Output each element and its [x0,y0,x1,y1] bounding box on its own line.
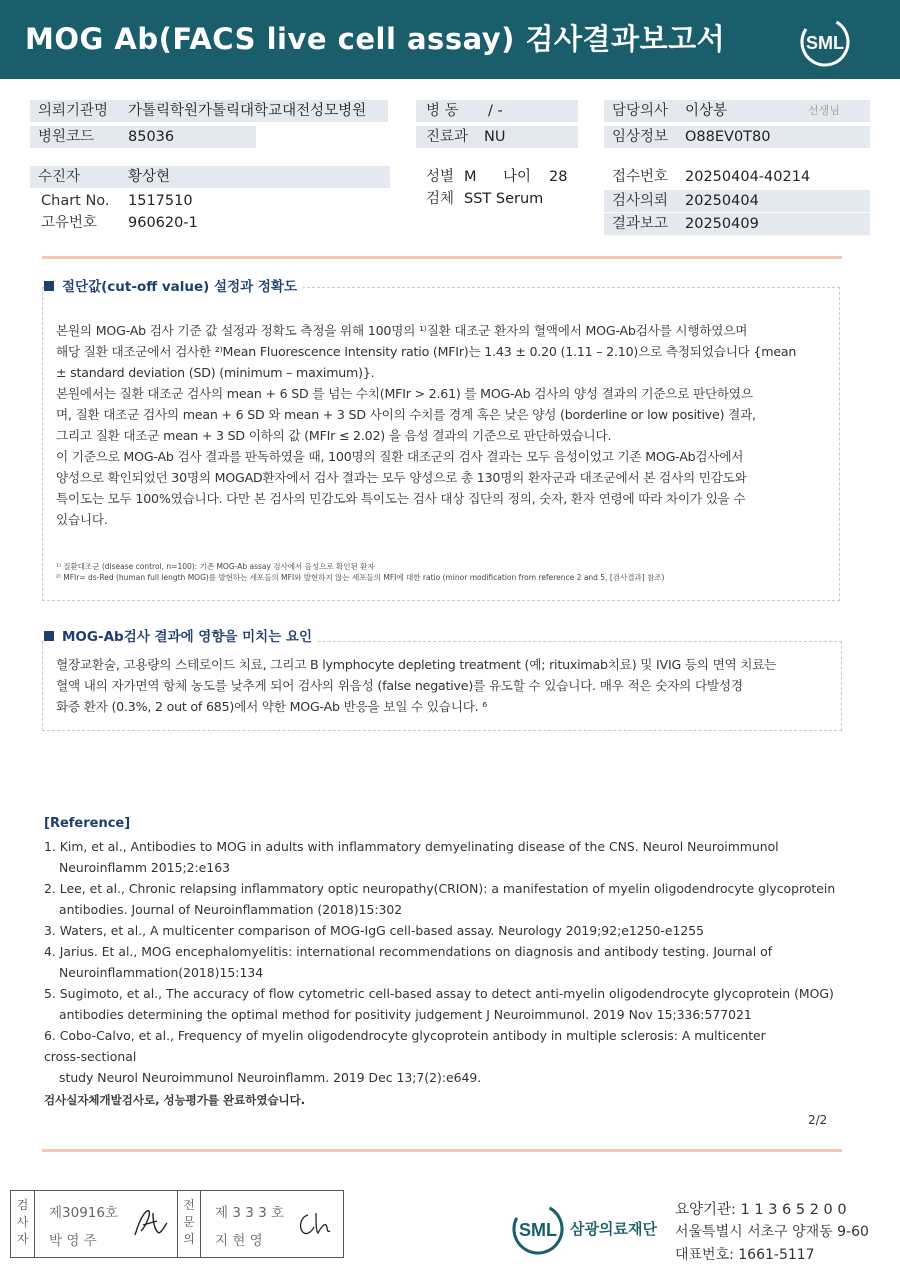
report-date-field [604,213,870,235]
footnotes [56,561,664,583]
unique-id-value: 960620-1 [128,215,198,231]
hospital-code-value: 85036 [128,129,175,145]
age-label: 나이 [503,169,532,185]
reference-item: Neuroinflammation(2018)15:134 [59,965,264,980]
request-date-label: 검사의뢰 [612,193,669,209]
sml-logo-icon [796,13,854,71]
examiner-label: 검 사 자 [11,1191,35,1257]
foundation-name: 삼광의료재단 [570,1220,657,1238]
top-divider [42,256,842,259]
validation-note: 검사실자체개발검사로, 성능평가를 완료하였습니다. [44,1093,306,1107]
specialist-label: 전 문 의 [177,1191,201,1257]
reference-list [44,836,834,1088]
reference-item: antibodies determining the optimal method for positivity judgement J Neuroimmunol. 2019 Nov 15;336:577021 [59,1007,752,1022]
reference-item: 4. Jarius. Et al., MOG encephalomyelitis: international recommendations on diagnosis and antibody testing. Journal of [44,944,773,959]
signature-box [10,1190,344,1258]
phone-number: 대표번호: 1661-5117 [675,1247,815,1263]
doctor-value: 이상봉 [685,103,728,119]
report-date-value: 20250409 [685,216,759,232]
factors-body-text [56,654,828,717]
clinical-field [604,126,870,148]
specimen-label: 검체 [426,191,455,207]
reference-item: cross-sectional [44,1049,137,1064]
request-date-field [604,190,870,212]
specimen-value: SST Serum [464,191,544,207]
cutoff-line: 이 기준으로 MOG-Ab 검사 결과를 판독하였을 때, 100명의 질환 대조군의 검사 결과는 모두 음성이었고 기존 MOG-Ab검사에서 [56,449,744,464]
reference-item: 3. Waters, et al., A multicenter comparison of MOG-IgG cell-based assay. Neurology 2019;92;e1250-e1255 [44,923,705,938]
patient-name-value: 황상현 [128,169,171,185]
page-number: 2/2 [808,1113,828,1127]
cutoff-line: 특이도는 모두 100%였습니다. 다만 본 검사의 민감도와 특이도는 검사 대상 집단의 정의, 숫자, 환자 연령에 따라 차이가 있을 수 [56,491,746,506]
cutoff-section-heading [44,277,303,297]
receipt-field [604,166,870,188]
cutoff-line: 본원에서는 질환 대조군 검사의 mean + 6 SD 를 넘는 수치(MFIr > 2.61) 를 MOG-Ab 검사의 양성 결과의 기준으로 판단하였으 [56,386,753,401]
footnote-1: ¹⁾ 질환대조군 (disease control, n=100): 기존 MOG-Ab assay 검사에서 음성으로 확인된 환자 [56,562,375,571]
factors-line: 화증 환자 (0.3%, 2 out of 685)에서 약한 MOG-Ab 반응을 보일 수 있습니다. ⁶ [56,699,488,714]
hospital-code-label: 병원코드 [38,129,95,145]
clinical-label: 임상정보 [612,129,669,145]
examiner-name: 박 영 주 [49,1233,97,1249]
factors-section-heading [44,627,318,647]
reference-item: 6. Cobo-Calvo, et al., Frequency of myelin oligodendrocyte glycoprotein antibody in multiple sclerosis: A multicenter [44,1028,766,1043]
institution-field [30,100,388,122]
specimen-field [416,188,586,210]
reference-item: antibodies. Journal of Neuroinflammation (2018)15:302 [59,902,403,917]
bullet-square-icon [44,281,54,291]
factors-line: 혈장교환술, 고용량의 스테로이드 치료, 그리고 B lymphocyte depleting treatment (예; rituximab치료) 및 IVIG 등의 면역 치료는 [56,657,777,672]
sex-value: M [464,169,477,185]
report-title: MOG Ab(FACS live cell assay) 검사결과보고서 [25,22,726,56]
cutoff-body-text [56,320,828,530]
specialist-name: 지 현 영 [215,1233,263,1249]
report-date-label: 결과보고 [612,216,669,232]
chart-no-field [30,190,260,212]
chart-no-label: Chart No. [41,193,110,209]
ward-value: / - [488,103,503,119]
specialist-number: 제 3 3 3 호 [215,1205,285,1221]
cutoff-line: 있습니다. [56,512,108,527]
reference-heading: [Reference] [44,816,131,831]
reference-item: 2. Lee, et al., Chronic relapsing inflammatory optic neuropathy(CRION): a manifestation of myelin oligodendrocyte glycoprotein [44,881,836,896]
receipt-label: 접수번호 [612,169,669,185]
ward-label: 병 동 [426,103,459,119]
ward-field [416,100,578,122]
patient-name-field [30,166,390,188]
department-label: 진료과 [426,129,469,145]
cutoff-heading-text: 절단값(cut-off value) 설정과 정확도 [62,279,297,295]
svg-text:SML: SML [806,33,844,53]
specialist-signature [294,1209,334,1239]
department-field [416,126,578,148]
unique-id-label: 고유번호 [41,215,98,231]
department-value: NU [484,129,506,145]
cutoff-line: 양성으로 확인되었던 30명의 MOGAD환자에서 검사 결과는 모두 양성으로 총 130명의 환자군과 대조군에서 본 검사의 민감도와 [56,470,747,485]
reference-item: 5. Sugimoto, et al., The accuracy of flow cytometric cell-based assay to detect anti-myelin oligodendrocyte glycoprotein (MOG) [44,986,834,1001]
cutoff-line: 며, 질환 대조군 검사의 mean + 6 SD 와 mean + 3 SD 사이의 수치를 경계 혹은 낮은 양성 (borderline or low positive) 결과, [56,407,756,422]
footnote-2: ²⁾ MFIr= ds-Red (human full length MOG)를 발현하는 세포들의 MFI와 발현하지 않는 세포들의 MFI에 대한 ratio (minor modification from reference 2 and 5, [검사결과] 참조) [56,573,665,582]
hospital-code-field [30,126,256,148]
bullet-square-icon [44,631,54,641]
sex-age-field [416,166,586,188]
examiner-signature [131,1205,171,1241]
receipt-value: 20250404-40214 [685,169,811,185]
clinical-value: O88EV0T80 [685,129,771,145]
factors-line: 혈액 내의 자가면역 항체 농도를 낮추게 되어 검사의 위음성 (false negative)를 유도할 수 있습니다. 매우 적은 숫자의 다발성경 [56,678,743,693]
doctor-suffix: 선생님 [808,104,840,117]
reference-item: 1. Kim, et al., Antibodies to MOG in adults with inflammatory demyelinating disease of the CNS. Neurol Neuroimmunol [44,839,779,854]
factors-heading-text: MOG-Ab검사 결과에 영향을 미치는 요인 [62,629,313,645]
report-header [0,0,900,79]
unique-id-field [30,212,260,234]
institution-label: 의뢰기관명 [38,103,109,119]
patient-name-label: 수진자 [38,169,81,185]
institution-code: 요양기관: 1 1 3 6 5 2 0 0 [675,1202,847,1218]
reference-item: Neuroinflamm 2015;2:e163 [59,860,230,875]
doctor-label: 담당의사 [612,103,669,119]
reference-item: study Neurol Neuroimmunol Neuroinflamm. 2019 Dec 13;7(2):e649. [59,1070,482,1085]
request-date-value: 20250404 [685,193,759,209]
doctor-field [604,100,870,122]
cutoff-line: 해당 질환 대조군에서 검사한 ²⁾Mean Fluorescence Intensity ratio (MFIr)는 1.43 ± 0.20 (1.11 – 2.10)으로 측정되었습니다 {mean [56,344,797,359]
bottom-divider [42,1149,842,1152]
address: 서울특별시 서초구 양재동 9-60 [675,1224,869,1240]
chart-no-value: 1517510 [128,193,193,209]
age-value: 28 [549,169,568,185]
sex-label: 성별 [426,169,455,185]
institution-value: 가톨릭학원가톨릭대학교대전성모병원 [128,103,367,119]
examiner-number: 제30916호 [49,1205,119,1221]
cutoff-line: 본원의 MOG-Ab 검사 기준 값 설정과 정확도 측정을 위해 100명의 ¹⁾질환 대조군 환자의 혈액에서 MOG-Ab검사를 시행하였으며 [56,323,748,338]
cutoff-line: ± standard deviation (SD) (minimum – maximum)}. [56,365,375,380]
svg-text:SML: SML [519,1220,557,1240]
cutoff-line: 그리고 질환 대조군 mean + 3 SD 이하의 값 (MFIr ≤ 2.02) 을 음성 결과의 기준으로 판단하였습니다. [56,428,612,443]
sml-footer-logo-icon [508,1199,568,1259]
